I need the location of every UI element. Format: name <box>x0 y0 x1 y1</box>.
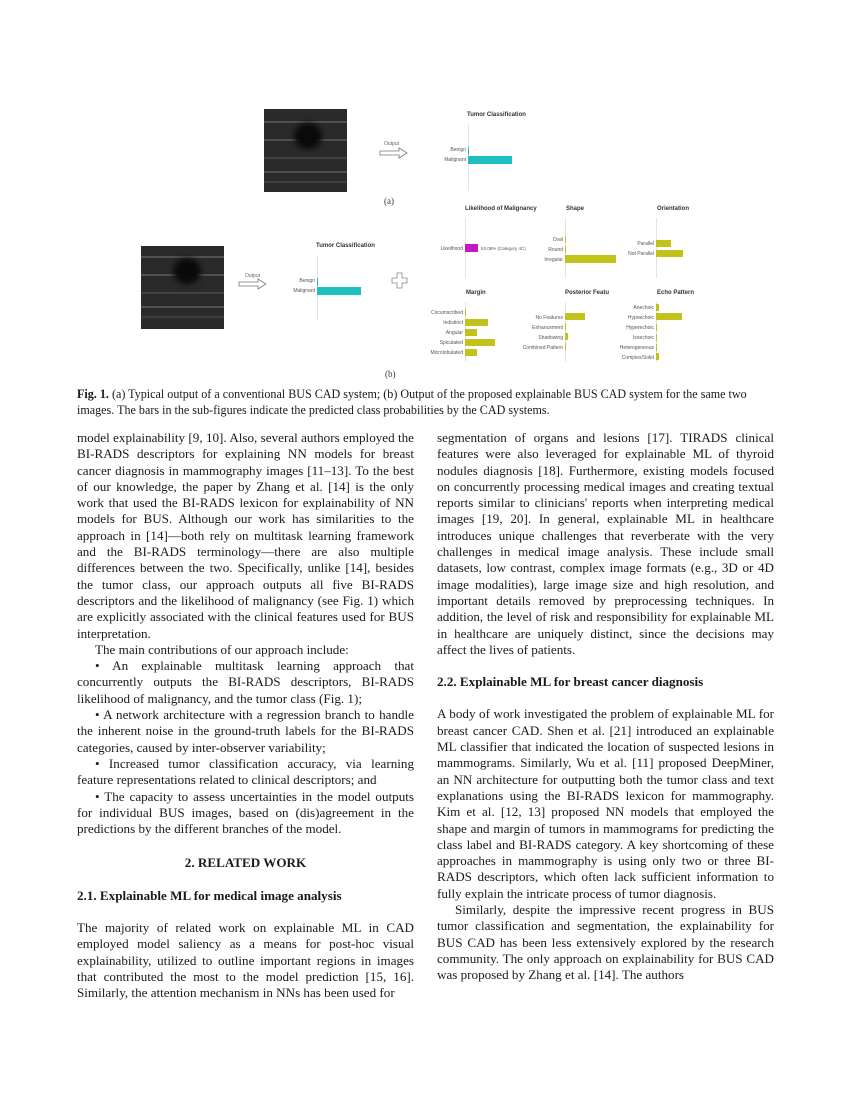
category-label: Heterogeneous <box>619 345 654 351</box>
subfigure-a-label: (a) <box>384 196 394 206</box>
category-label: Oval <box>552 237 563 243</box>
paragraph: Similarly, despite the impressive recent progress in BUS tumor classification and segmentation, the explainability for BUS CAD has been less extensively explored by the research community. The only approach on explainability for BUS CAD was proposed by Zhang et al. [14]. The authors <box>437 902 774 983</box>
chart-axis <box>656 218 657 278</box>
chart-title: Likelihood of Malignancy <box>465 206 537 212</box>
category-label: Enhancement <box>532 325 563 331</box>
category-label: Shadowing <box>538 335 563 341</box>
figure-caption <box>77 387 777 418</box>
ultrasound-image-b <box>141 246 224 329</box>
bar-anechoic <box>656 304 659 311</box>
right-column <box>437 430 774 984</box>
chart-title: Tumor Classification <box>316 243 375 249</box>
category-label: No Features <box>535 315 563 321</box>
bar-spiculated <box>465 339 495 346</box>
paragraph: model explainability [9, 10]. Also, several authors employed the BI-RADS descriptors for explaining NN models for breast cancer diagnosis in mammography images [11–13]. To the best of our knowledge, the paper by Zhang et al. [14] is the only work that used the BI-RADS lexicon for explainability of NN models for BUS. Although our work has similarities to the approach in [14]—both rely on multitask learning framework and the BI-RADS terminology—there are also multiple differences between the two. Specifically, unlike [14], besides the tumor class, our approach outputs all five BI-RADS descriptors and the likelihood of malignancy (see Fig. 1) which are explicitly associated with the clinical features used for BUS interpretation. <box>77 430 414 641</box>
bar-isoechoic <box>656 334 657 341</box>
chart-title: Margin <box>466 290 486 296</box>
category-label: Combined Pattern <box>522 345 563 351</box>
category-label: Not Parallel <box>628 251 654 257</box>
bullet-item: • An explainable multitask learning approach that concurrently outputs the BI-RADS descriptors, BI-RADS likelihood of malignancy, and the tumor class (Fig. 1); <box>77 658 414 706</box>
bar-no-features <box>565 313 585 320</box>
category-label: Microlobulated <box>430 350 463 356</box>
output-label-b: Output <box>245 273 261 279</box>
subsection-heading: 2.2. Explainable ML for breast cancer diagnosis <box>437 674 704 690</box>
category-label: Hypoechoic <box>627 315 654 321</box>
bar-hypoechoic <box>656 313 682 320</box>
arrow-right-icon <box>379 147 409 159</box>
bar-likelihood <box>465 244 478 252</box>
bar-round <box>565 246 566 253</box>
category-label: Parallel <box>637 241 654 247</box>
bullet-item: • A network architecture with a regression branch to handle the inherent noise in the ground-truth labels for the BI-RADS categories, caused by inter-observer variability; <box>77 707 414 755</box>
category-label: Irregular <box>544 257 563 263</box>
category-label: Likelihood <box>440 246 463 252</box>
bar-oval <box>565 236 566 243</box>
bar-benign <box>317 278 318 286</box>
category-label: Circumscribed <box>431 310 463 316</box>
chart-axis <box>565 302 566 362</box>
paragraph: The majority of related work on explainable ML in CAD employed model saliency as a means for post-hoc visual explainability, utilized to outline important regions in images that contributed the most to the model prediction [15, 16]. Similarly, the attention mechanism in NNs has been used for <box>77 920 414 1001</box>
bar-hyperechoic <box>656 324 657 331</box>
ultrasound-image-a <box>264 109 347 192</box>
chart-title: Posterior Featu <box>565 290 610 296</box>
category-label: Malignant <box>444 157 466 163</box>
paragraph: segmentation of organs and lesions [17]. TIRADS clinical features were also leveraged for explainable ML of thyroid nodules diagnosis [18]. Furthermore, existing models focused on concurrently processing medical images and creating textual reports similar to clinicians' reports when interpreting medical images [19, 20]. In general, explainable ML in healthcare introduces unique challenges that reverberate with the very challenges in medical image analysis. These include small datasets, low contrast, complex image formats (e.g., 3D or 4D image modalities), large image size and high resolution, and important details removed by preprocessing techniques. In addition, the level of risk and responsibility for explainable ML in healthcare are uniquely distinct, since the decisions may affect the lives of patients. <box>437 430 774 657</box>
arrow-right-icon <box>238 278 268 290</box>
bar-microlobulated <box>465 349 477 356</box>
subsection-heading: 2.1. Explainable ML for medical image analysis <box>77 887 342 903</box>
bar-irregular <box>565 255 616 263</box>
chart-title: Echo Pattern <box>657 290 695 296</box>
caption-text: (a) Typical output of a conventional BUS CAD system; (b) Output of the proposed explainable BUS CAD system for the same two images. The bars in the sub-figures indicate the predicted class probabilities by the CAD systems. <box>77 387 747 417</box>
bullet-item: • Increased tumor classification accuracy, via learning feature representations related to clinical descriptors; and <box>77 755 414 788</box>
bar-shadowing <box>565 333 568 340</box>
subfigure-b-label: (b) <box>385 369 396 379</box>
bar-enhancement <box>565 323 566 330</box>
category-label: Benign <box>299 278 315 284</box>
bar-complex-solid <box>656 353 659 360</box>
bar-angular <box>465 329 477 336</box>
paragraph: A body of work investigated the problem of explainable ML for breast cancer CAD. Shen et al. [21] introduced an explainable ML classifier that indicated the location of suspected lesions in mammograms. Similarly, Wu et al. [11] proposed DeepMiner, an NN architecture for outputting both the tumor class and text explanations using the BI-RADS lexicon for mammography. Kim et al. [12, 13] proposed NN models that employed the shape and margin of tumors in mammograms for predicting the class label and BI-RADS category. A key shortcoming of these approaches in mammography is using only two or three BI-RADS descriptors, which often lack sufficient information to fully explain the intricate process of tumor diagnosis. <box>437 706 774 901</box>
left-column <box>77 430 414 1002</box>
likelihood-annotation: 63.08% (Category 4C) <box>481 246 526 251</box>
caption-label: Fig. 1. <box>77 387 109 401</box>
bar-malignant <box>317 287 361 295</box>
bar-indistinct <box>465 319 488 326</box>
chart-title: Tumor Classification <box>467 112 526 118</box>
category-label: Malignant <box>293 288 315 294</box>
bar-combined-pattern <box>565 343 566 350</box>
plus-icon <box>391 272 408 289</box>
category-label: Anechoic <box>633 305 654 311</box>
bar-heterogeneous <box>656 344 657 351</box>
bar-benign <box>468 147 469 155</box>
category-label: Indistinct <box>443 320 463 326</box>
bar-not-parallel <box>656 250 683 257</box>
section-heading: 2. RELATED WORK <box>184 855 307 871</box>
output-label-a: Output <box>384 141 400 147</box>
category-label: Angular <box>445 330 463 336</box>
category-label: Hyperechoic <box>626 325 654 331</box>
category-label: Round <box>548 247 563 253</box>
paragraph: The main contributions of our approach include: <box>95 641 349 657</box>
bar-circumscribed <box>465 309 466 316</box>
bar-malignant <box>468 156 512 164</box>
category-label: Benign <box>450 147 466 153</box>
category-label: Spiculated <box>439 340 463 346</box>
category-label: Isoechoic <box>632 335 654 341</box>
bullet-item: • The capacity to assess uncertainties in the model outputs for individual BUS images, based on (dis)agreement in the predictions by the different branches of the model. <box>77 788 414 837</box>
bar-parallel <box>656 240 671 247</box>
category-label: Complex/Solid <box>621 355 654 361</box>
chart-title: Orientation <box>657 206 690 212</box>
chart-title: Shape <box>566 206 585 212</box>
